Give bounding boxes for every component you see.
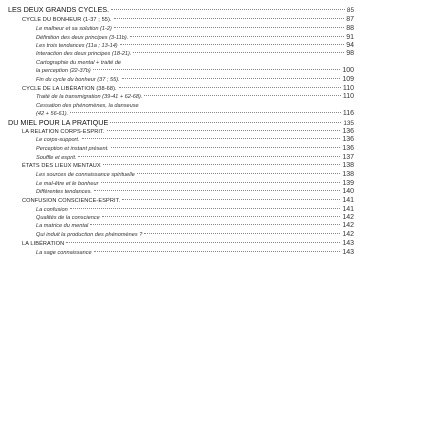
toc-page-number: 110: [342, 85, 354, 92]
toc-entry-title: Fin du cycle du bonheur (37 ; 55).: [36, 77, 120, 83]
toc-entry-title: LES DEUX GRANDS CYCLES.: [8, 5, 110, 14]
leader-dots: [94, 190, 340, 191]
leader-dots: [110, 122, 341, 123]
toc-entry-title: Qualités de la conscience: [36, 215, 100, 221]
toc-page-number: 91: [346, 34, 354, 41]
leader-dots: [70, 208, 341, 209]
toc-entry-title: DU MIEL POUR LA PRATIQUE: [8, 118, 109, 127]
leader-dots: [114, 18, 345, 19]
toc-page-number: 136: [342, 128, 354, 135]
toc-entry-title: LA RELATION CORPS-ESPRIT.: [22, 129, 105, 135]
toc-page-number: 88: [346, 25, 354, 32]
leader-dots: [120, 44, 345, 45]
toc-page-number: 142: [342, 222, 354, 229]
leader-dots: [82, 138, 341, 139]
toc-entry-title: Traité de la transmigration (39-41 + 62-68).: [36, 94, 143, 100]
toc-page-number: 87: [346, 16, 354, 23]
leader-dots: [94, 251, 341, 252]
toc-page-number: 141: [342, 197, 354, 204]
leader-dots: [66, 242, 340, 243]
toc-page-number: 140: [342, 188, 354, 195]
toc-entry-title: La confusion: [36, 207, 68, 213]
leader-dots: [111, 147, 341, 148]
toc-entry-title: LA LIBÉRATION: [22, 241, 65, 247]
leader-dots: [102, 216, 341, 217]
toc-entry-title: CYCLE DE LA LIBÉRATION (38-68).: [22, 86, 117, 92]
leader-dots: [119, 87, 341, 88]
toc-entry-title: Les trois tendances (11a ; 13-14): [36, 43, 118, 49]
leader-dots: [122, 199, 340, 200]
leader-dots: [103, 164, 341, 165]
toc-page-number: 142: [342, 231, 354, 238]
toc-page-number: 110: [342, 93, 354, 100]
toc-entry: [36, 248, 354, 258]
toc-page-number: 137: [342, 154, 354, 161]
toc-page-number: 142: [342, 214, 354, 221]
toc-entry-title: CONFUSION CONSCIENCE-ESPRIT.: [22, 198, 121, 204]
toc-entry-title: (42 + 56-61).: [36, 111, 69, 117]
leader-dots: [144, 95, 340, 96]
leader-dots: [70, 112, 341, 113]
toc-entry-title: Différentes tendances.: [36, 189, 92, 195]
toc-entry-title: Qui induit la production des phénomènes ?: [36, 232, 143, 238]
toc-page-number: 141: [342, 206, 354, 213]
toc-entry-title: ÉTATS DES LIEUX MENTAUX: [22, 163, 101, 169]
leader-dots: [122, 78, 341, 79]
leader-dots: [130, 36, 344, 37]
leader-dots: [101, 182, 341, 183]
toc-page-number: 136: [342, 136, 354, 143]
toc-entry-title: Le mal-être et le bonheur: [36, 181, 99, 187]
toc-entry-title: CYCLE DU BONHEUR (1-37 ; 55).: [22, 17, 112, 23]
leader-dots: [111, 9, 345, 10]
toc-entry-title: Les sources de connaissance spirituelle: [36, 172, 135, 178]
toc-page-number: 98: [346, 50, 354, 57]
toc-entry-title: la perception (22-37b): [36, 68, 91, 74]
toc-entry-title: Souffle et esprit.: [36, 155, 77, 161]
toc-page-number: 138: [342, 162, 354, 169]
leader-dots: [78, 156, 340, 157]
leader-dots: [137, 173, 340, 174]
toc-entry-title: Cartographie du mental + traité de: [36, 60, 122, 66]
toc-entry-title: La matrice du mental: [36, 223, 89, 229]
toc-page-number: 109: [342, 76, 354, 83]
leader-dots: [144, 233, 340, 234]
toc-entry-title: Cessation des phénomènes, la danseuse: [36, 103, 139, 109]
toc-entry-title: Interaction des deux principes (18-21).: [36, 51, 132, 57]
toc-page-number: 143: [342, 249, 354, 256]
toc-entry-title: Définition des deux principes (3-11b).: [36, 35, 129, 41]
toc-entry-title: Le corps-support.: [36, 137, 80, 143]
toc-page-number: 143: [342, 240, 354, 247]
leader-dots: [114, 27, 344, 28]
leader-dots: [93, 69, 341, 70]
toc-page-number: 135: [343, 120, 354, 127]
toc-page-number: 85: [346, 7, 354, 14]
toc-section: [8, 5, 354, 15]
toc-page-number: 136: [342, 145, 354, 152]
toc-entry-title: Le malheur et sa solution (1-2): [36, 26, 112, 32]
toc-entry-title: La sage connaissance: [36, 250, 92, 256]
toc-page-number: 138: [342, 171, 354, 178]
toc-entry-title: Perception et instant présent.: [36, 146, 109, 152]
toc-page-number: 139: [342, 180, 354, 187]
leader-dots: [107, 130, 341, 131]
leader-dots: [133, 52, 344, 53]
toc-page-number: 94: [346, 42, 354, 49]
toc-page-number: 100: [342, 67, 354, 74]
leader-dots: [90, 224, 340, 225]
toc-page-number: 116: [342, 110, 354, 117]
